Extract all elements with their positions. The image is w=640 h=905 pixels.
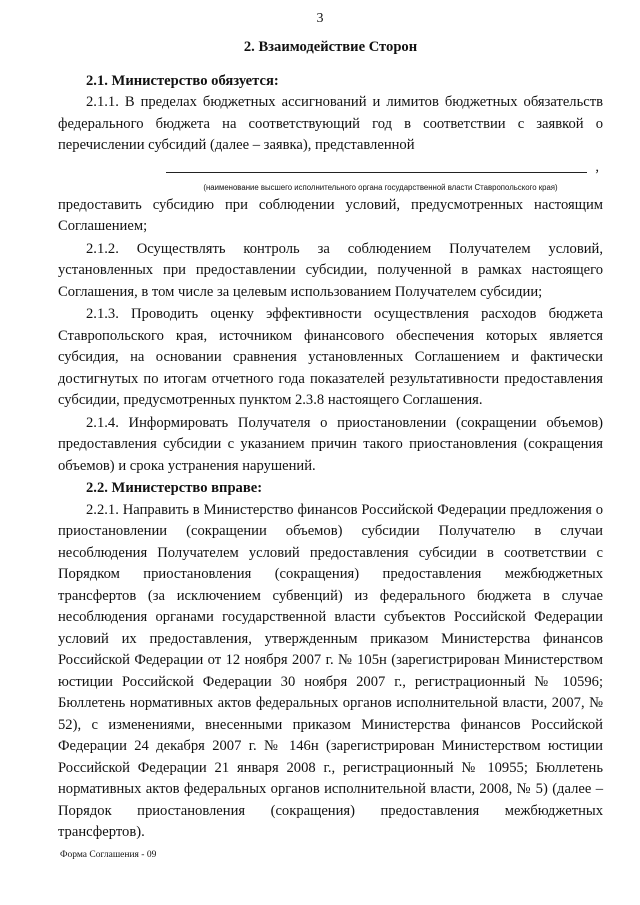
blank-comma: , bbox=[595, 158, 599, 175]
clause-2-1-1-end: предоставить субсидию при соблюдении условий, предусмотренных настоящим Соглашением; bbox=[58, 196, 603, 234]
form-footer: Форма Соглашения - 09 bbox=[60, 850, 157, 860]
section-title: 2. Взаимодействие Сторон bbox=[243, 39, 418, 55]
fill-in-blank bbox=[58, 158, 603, 183]
blank-caption: (наименование высшего исполнительного органа государственной власти Ставропольского края) bbox=[203, 182, 558, 192]
page-number: 3 bbox=[316, 11, 324, 26]
subsection-heading-2-1: 2.1. Министерство обязуется: bbox=[86, 72, 279, 89]
blank-underline bbox=[166, 172, 587, 173]
subsection-heading-2-2: 2.2. Министерство вправе: bbox=[86, 480, 263, 496]
clause-2-1-3: 2.1.3. Проводить оценку эффективности осуществления расходов бюджета Ставропольского края, источником финансового обеспечения которых является субсидия, на основании сравнения установленных Соглашением и фактически достигнутых по итогам отчетного года показателей результативности предоставления субсидии, предусмотренных пунктом 2.3.8 настоящего Соглашения. bbox=[58, 306, 603, 408]
document-body bbox=[58, 37, 603, 845]
clause-2-2-1: 2.2.1. Направить в Министерство финансов Российской Федерации предложения о приостановлении (сокращении объемов) субсидии Получателю в случаи несоблюдения Получателем условий предоставления субсидии в соответствии с Порядком приостановления (сокращения) предоставления межбюджетных трансфертов (за исключением субвенций) из федерального бюджета в случае несоблюдения органами государственной власти субъектов Российской Федерации условий их предоставления, утвержденным приказом Министерства финансов Российской Федерации от 12 ноября 2007 г. № 105н (зарегистрирован Министерством юстиции Российской Федерации 30 ноября 2007 г., регистрационный № 10596; Бюллетень нормативных актов федеральных органов исполнительной власти, 2007, № 52), с изменениями, внесенными приказом Министерства финансов Российской Федерации 24 декабря 2007 г. № 146н (зарегистрирован Министерством юстиции Российской Федерации 21 января 2008 г., регистрационный № 10955; Бюллетень нормативных актов федеральных органов исполнительной власти, 2008, № 5) (далее – Порядок приостановления (сокращения) предоставления межбюджетных трансфертов). bbox=[58, 501, 603, 840]
clause-2-1-4: 2.1.4. Информировать Получателя о приостановлении (сокращении объемов) предоставления субсидии с указанием причин такого приостановления (сокращения объемов) и срока устранения нарушений. bbox=[58, 414, 603, 474]
clause-2-1-2: 2.1.2. Осуществлять контроль за соблюдением Получателем условий, установленных при предоставлении субсидии, полученной в рамках настоящего Соглашения, в том числе за целевым использованием Получателем субсидии; bbox=[58, 240, 603, 300]
clause-2-1-1-start: 2.1.1. В пределах бюджетных ассигнований и лимитов бюджетных обязательств федерального бюджета на соответствующий год в соответствии с заявкой о перечислении субсидий (далее – заявка), представленной bbox=[58, 94, 603, 153]
